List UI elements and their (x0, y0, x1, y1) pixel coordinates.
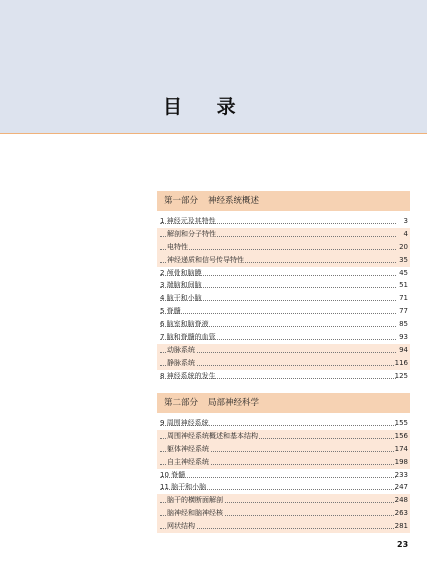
toc-subentry[interactable] (157, 430, 410, 443)
toc-entry-label: 自主神经系统 (167, 456, 210, 469)
toc-entry[interactable] (157, 469, 410, 482)
toc-entry-page: 174 (394, 443, 408, 456)
toc-entry-label: 解剖和分子特性 (167, 228, 217, 241)
toc-entry-label: 动脉系统 (167, 344, 196, 357)
toc-section-part-one (157, 191, 410, 383)
toc-entry-page: 94 (398, 344, 408, 357)
toc-entry[interactable] (157, 279, 410, 292)
toc-subentry[interactable] (157, 344, 410, 357)
toc-entry[interactable] (157, 215, 410, 228)
toc-entry[interactable] (157, 417, 410, 430)
toc-entry-page: 20 (398, 241, 408, 254)
toc-subentry[interactable] (157, 507, 410, 520)
toc-entry-label: 静脉系统 (167, 357, 196, 370)
toc-entry-list (157, 215, 410, 383)
toc-entry-page: 156 (394, 430, 408, 443)
toc-entry-label: 9 周围神经系统 (160, 419, 209, 427)
toc-entry-page: 71 (399, 294, 408, 303)
toc-entry-label: 10 脊髓 (160, 470, 186, 479)
toc-subentry[interactable] (157, 254, 410, 267)
page-title: 目 录 (163, 96, 250, 118)
dot-leader (160, 313, 396, 314)
toc-entry-label: 4 脑干和小脑 (160, 294, 202, 303)
toc-entry-page: 155 (394, 419, 408, 427)
toc-entry[interactable] (157, 305, 410, 318)
toc-entry-label: 周围神经系统概述和基本结构 (167, 430, 259, 443)
toc-entry-page: 281 (394, 520, 408, 533)
toc-entry-page: 51 (399, 281, 408, 290)
toc-entry[interactable] (157, 331, 410, 344)
section-name-label: 神经系统概述 (208, 196, 260, 206)
section-part-label: 第一部分 (164, 196, 199, 206)
toc-entry-page: 93 (399, 333, 408, 342)
toc-entry-page: 35 (398, 254, 408, 267)
toc-entry-label: 8 神经系统的发生 (160, 371, 216, 380)
section-name-label: 局部神经科学 (208, 398, 260, 408)
page-number: 23 (397, 540, 409, 549)
toc-entry-label: 神经递质和信号传导特性 (167, 254, 245, 267)
dot-leader (160, 477, 396, 478)
toc-entry-page: 248 (394, 494, 408, 507)
toc-entry[interactable] (157, 481, 410, 494)
section-heading (157, 191, 410, 211)
toc-subentry[interactable] (157, 520, 410, 533)
toc-entry-label: 5 脊髓 (160, 307, 181, 316)
toc-entry-page: 198 (394, 456, 408, 469)
toc-subentry[interactable] (157, 357, 410, 370)
toc-entry-page: 77 (399, 307, 408, 316)
toc-entry-label: 7 脑和脊髓的血管 (160, 333, 216, 342)
toc-subentry[interactable] (157, 228, 410, 241)
toc-entry[interactable] (157, 370, 410, 383)
toc-entry[interactable] (157, 318, 410, 331)
toc-entry[interactable] (157, 267, 410, 280)
toc-entry-page: 247 (394, 483, 408, 492)
toc-entry-page: 45 (399, 268, 408, 277)
toc-entry-label: 脑神经和脑神经核 (167, 507, 224, 520)
toc-entry-label: 电特性 (167, 241, 189, 254)
toc-entry-page: 263 (394, 507, 408, 520)
header-divider (0, 133, 427, 134)
toc-entry-label: 1 神经元及其特性 (160, 217, 216, 225)
toc-entry-page: 85 (399, 320, 408, 329)
toc-section-part-two (157, 393, 410, 533)
toc-subentry[interactable] (157, 494, 410, 507)
section-heading (157, 393, 410, 413)
toc-entry-page: 116 (394, 357, 408, 370)
toc-entry-page: 233 (394, 470, 408, 479)
section-part-label: 第二部分 (164, 398, 199, 408)
toc-entry-label: 2 颅骨和脑膜 (160, 268, 202, 277)
toc-entry-page: 3 (403, 217, 408, 225)
toc-entry-page: 4 (403, 228, 408, 241)
toc-entry-label: 11 脑干和小脑 (160, 483, 207, 492)
toc-entry-label: 6 脑室和脑脊液 (160, 320, 209, 329)
toc-entry-label: 网状结构 (167, 520, 196, 533)
toc-entry-label: 3 端脑和间脑 (160, 281, 202, 290)
toc-entry[interactable] (157, 292, 410, 305)
toc-subentry[interactable] (157, 443, 410, 456)
toc-subentry[interactable] (157, 241, 410, 254)
toc-entry-label: 躯体神经系统 (167, 443, 210, 456)
toc-entry-list (157, 417, 410, 533)
toc-entry-page: 125 (394, 371, 408, 380)
toc-subentry[interactable] (157, 456, 410, 469)
toc-entry-label: 脑干的横断面解剖 (167, 494, 224, 507)
dot-leader (160, 249, 396, 250)
